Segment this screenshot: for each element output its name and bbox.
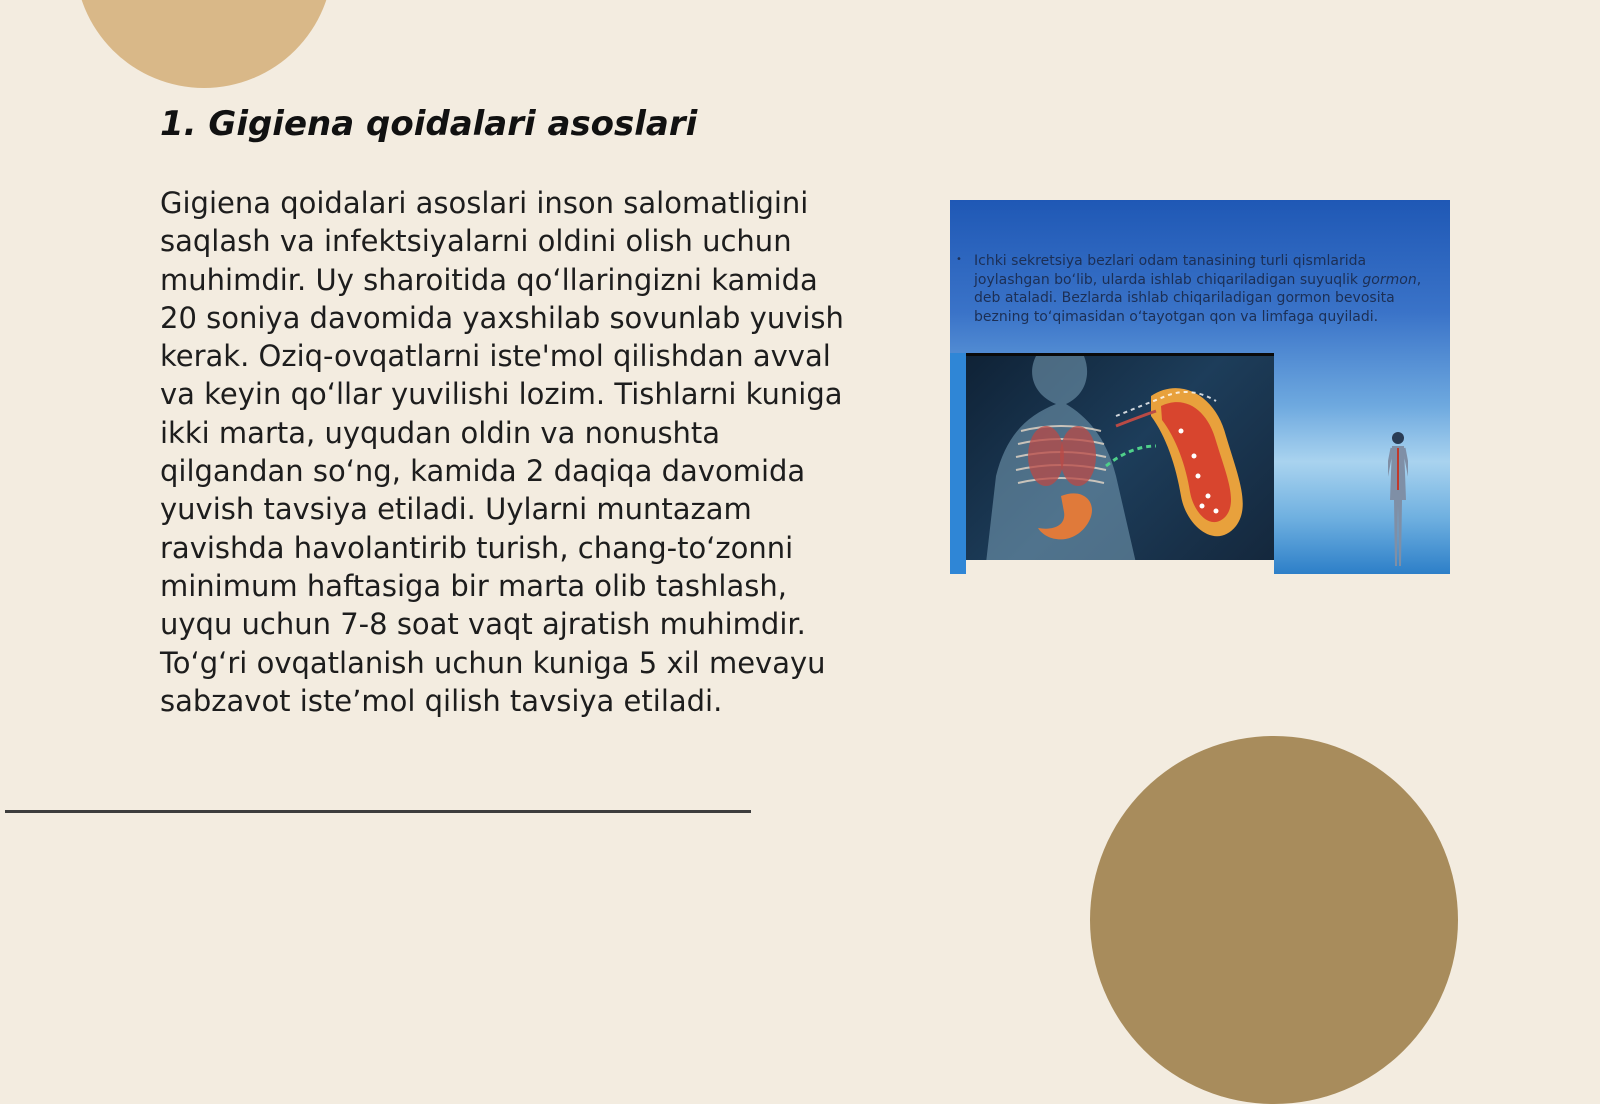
bullet-icon: • [956,254,962,265]
illustration-edge [950,353,966,574]
decorative-circle-top [75,0,333,88]
slide-title: 1. Gigiena qoidalari asoslari [160,104,698,144]
human-figure-icon [1388,430,1408,566]
slide-body-text: Gigiena qoidalari asoslari inson salomatligini saqlash va infektsiyalarni oldini olish uchun muhimdir. Uy sharoitida qo‘llaringizni kamida 20 soniya davomida yaxshilab sovunlab yuvish kerak. Oziq-ovqatlarni iste'mol qilishdan avval va keyin qo‘llar yuvilishi lozim. Tishlarni kuniga ikki marta, uyqudan oldin va nonushta qilgandan so‘ng, kamida 2 daqiqa davomida yuvish tavsiya etiladi. Uylarni muntazam ravishda havolantirib turish, chang-to‘zonni minimum haftasiga bir marta olib tashlash, uyqu uchun 7-8 soat vaqt ajratish muhimdir. To‘g‘ri ovqatlanish uchun kuniga 5 xil mevayu sabzavot iste’mol qilish tavsiya etiladi. [160,186,844,718]
caption-text-start: Ichki sekretsiya bezlari odam tanasining turli qismlarida joylashgan bo‘lib, ularda ishlab chiqariladigan suyuqlik [974,253,1367,288]
illustration-caption [974,252,1434,326]
caption-text-italic: gormon [1362,271,1417,288]
anatomy-picture [966,353,1274,565]
divider-line [5,810,751,813]
caption-text-end: , deb ataladi. Bezlarda ishlab chiqariladigan gormon bevosita bezning to‘qimasidan o‘tayotgan qon va limfaga quyiladi. [974,271,1422,325]
endocrine-illustration [950,200,1450,574]
decorative-circle-bottom [1090,736,1458,1104]
illustration-gap [966,560,1274,574]
anatomy-drawing [966,356,1274,563]
